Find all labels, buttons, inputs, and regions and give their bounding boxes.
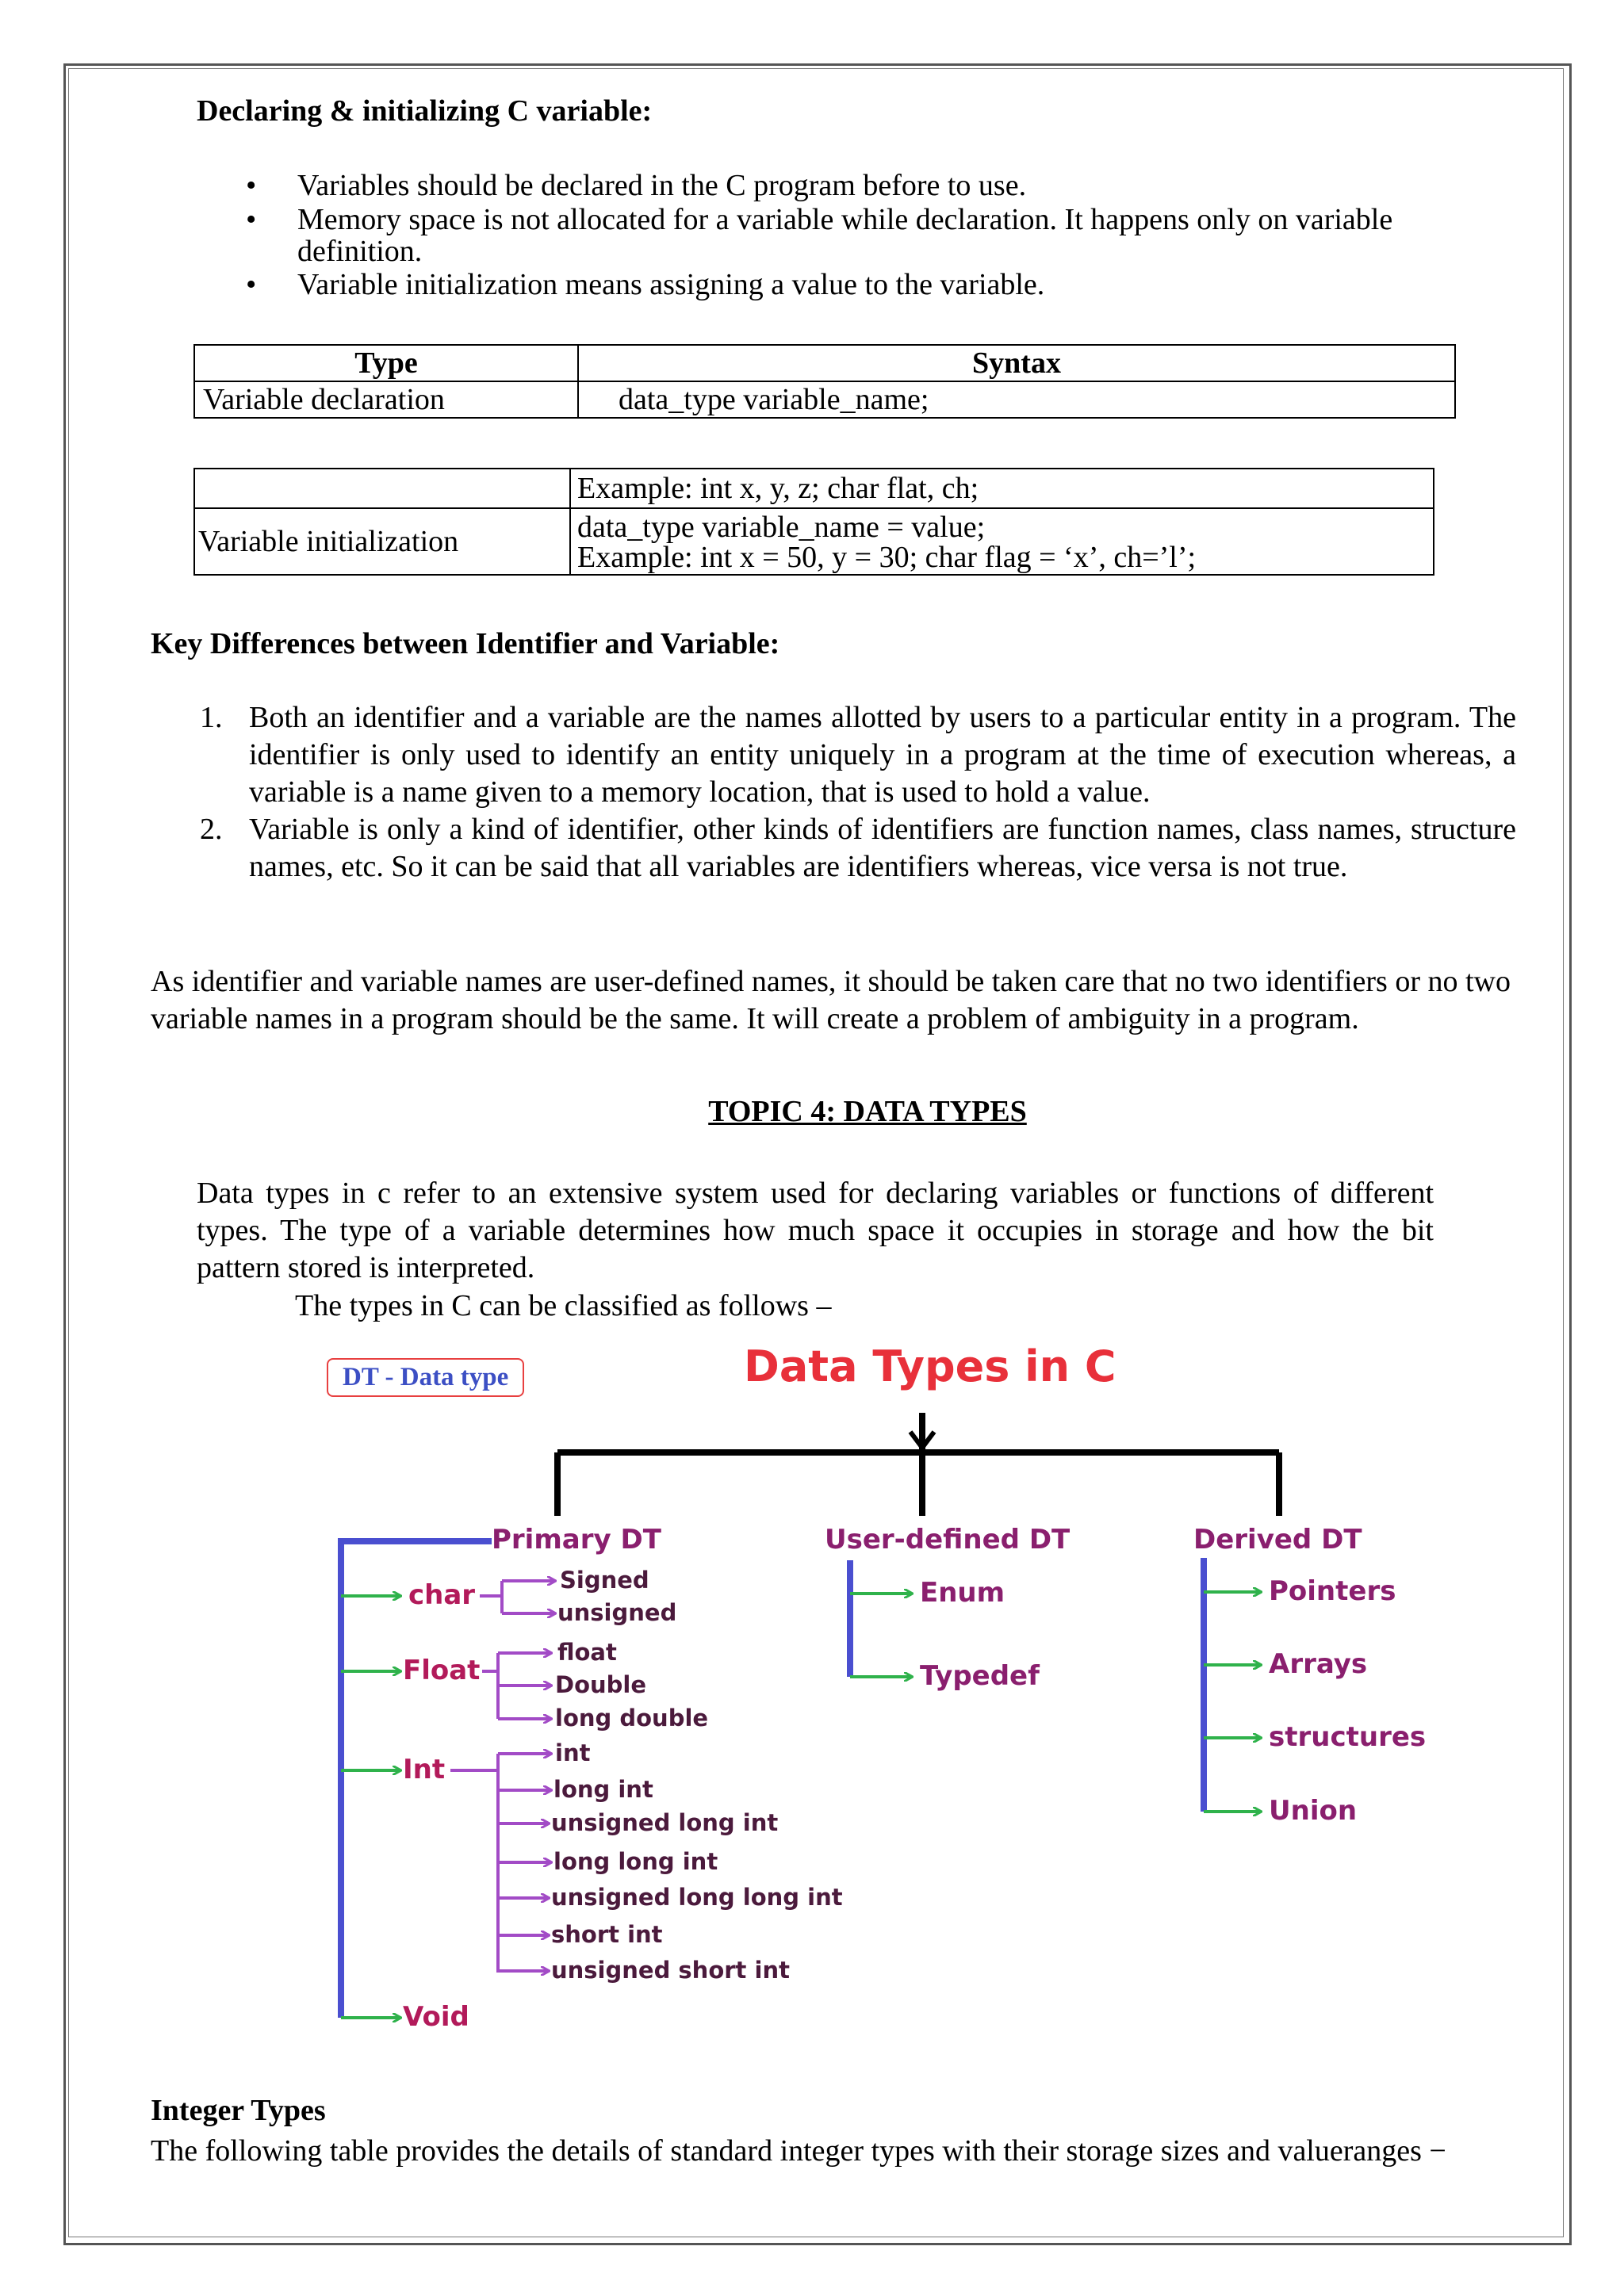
int-sub-node: int: [555, 1739, 591, 1766]
unsigned-long-long-int-node: unsigned long long int: [551, 1884, 843, 1911]
init-example-line: Example: int x = 50, y = 30; char flag = ‘x’, ch=’l’;: [577, 541, 1197, 574]
enum-node: Enum: [920, 1577, 1005, 1609]
pointers-node: Pointers: [1269, 1575, 1396, 1607]
list-item-text: Both an identifier and a variable are the names allotted by users to a particular entity in a program. The identifier is only used to identify an entity uniquely in a program at the time of execution whereas, a variable is a name given to a memory location, that is used to hold a value.: [249, 701, 1516, 809]
classify-line: The types in C can be classified as follows –: [295, 1289, 832, 1322]
bullet-item: • Variables should be declared in the C program before to use.: [198, 170, 1515, 202]
union-node: Union: [1269, 1795, 1358, 1827]
section-heading-key-differences: Key Differences between Identifier and Variable:: [151, 627, 780, 660]
table-cell-type: Variable declaration: [194, 381, 578, 418]
list-marker: 1.: [200, 701, 223, 734]
user-defined-dt-label: User-defined DT: [825, 1524, 1071, 1556]
bullet-item: • Memory space is not allocated for a variable while declaration. It happens only on variable definition.: [198, 204, 1515, 267]
init-syntax-line: data_type variable_name = value;: [577, 511, 986, 544]
structures-node: structures: [1269, 1721, 1427, 1753]
tree-black-lines: [557, 1413, 1279, 1516]
int-node: Int: [403, 1754, 446, 1785]
typedef-node: Typedef: [920, 1660, 1040, 1692]
bullet-item: • Variable initialization means assigning a value to the variable.: [198, 269, 1515, 301]
derived-dt-label: Derived DT: [1193, 1524, 1362, 1556]
long-long-int-node: long long int: [553, 1848, 718, 1875]
section-heading-integer-types: Integer Types: [151, 2094, 326, 2127]
float-sub-node: float: [557, 1639, 617, 1666]
section-heading-declaring: Declaring & initializing C variable:: [197, 94, 653, 128]
diagram-title: Data Types in C: [744, 1341, 1116, 1391]
table-cell-syntax: data_type variable_name;: [578, 381, 1455, 418]
primary-dt-label: Primary DT: [492, 1524, 661, 1556]
table-header-syntax: Syntax: [578, 345, 1455, 381]
unsigned-long-int-node: unsigned long int: [551, 1809, 779, 1836]
void-node: Void: [403, 2001, 469, 2033]
long-int-node: long int: [553, 1776, 653, 1803]
table-header-type: Type: [194, 345, 578, 381]
char-node: char: [408, 1579, 476, 1611]
arrays-node: Arrays: [1269, 1648, 1368, 1680]
topic-title: TOPIC 4: DATA TYPES: [708, 1095, 1027, 1128]
unsigned-short-int-node: unsigned short int: [551, 1957, 790, 1984]
table-cell-example-declaration: Example: int x, y, z; char flat, ch;: [570, 469, 1434, 508]
list-item-text: Variable is only a kind of identifier, other kinds of identifiers are function names, class names, structure names, etc. So it can be said that all variables are identifiers whereas, vice versa is not true.: [249, 813, 1516, 883]
signed-node: Signed: [560, 1567, 649, 1594]
integer-types-paragraph: The following table provides the details of standard integer types with their storage sizes and valueranges −: [151, 2134, 1446, 2168]
ambiguity-paragraph: As identifier and variable names are user-defined names, it should be taken care that no two identifiers or no two variable names in a program should be the same. It will create a problem of ambiguity in a program.: [151, 965, 1511, 1035]
list-marker: 2.: [200, 813, 223, 846]
long-double-node: long double: [555, 1705, 709, 1732]
data-types-paragraph: Data types in c refer to an extensive system used for declaring variables or functions of different types. The type of a variable determines how much space it occupies in storage and how the bit pattern stored is interpreted.: [197, 1177, 1434, 1284]
table-cell-initialization-label: Variable initialization: [194, 508, 570, 575]
dt-legend-badge: DT - Data type: [327, 1358, 524, 1397]
unsigned-node: unsigned: [557, 1599, 677, 1626]
double-node: Double: [555, 1671, 647, 1698]
tree-purple-arrows: [450, 1581, 555, 1973]
short-int-node: short int: [551, 1921, 663, 1948]
float-node: Float: [403, 1655, 481, 1686]
